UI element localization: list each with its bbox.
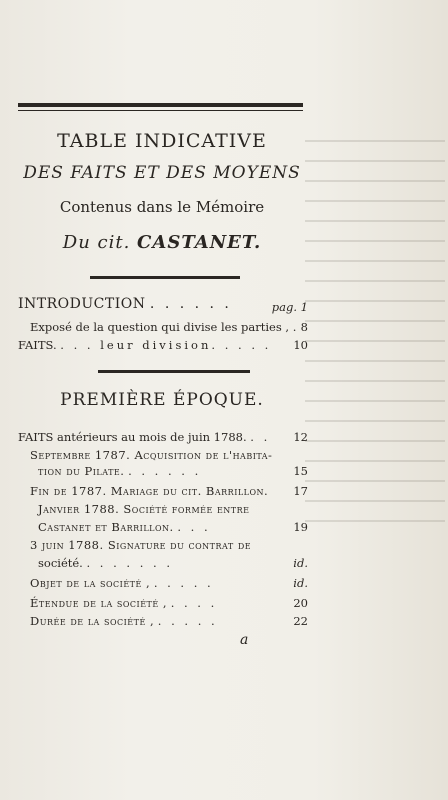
section-heading: PREMIÈRE ÉPOQUE.	[60, 390, 264, 410]
toc-dots: , .	[285, 320, 297, 334]
toc-dots: . . . . . .	[128, 464, 202, 478]
toc-entry	[38, 556, 308, 570]
page-subtitle: DES FAITS ET DES MOYENS	[23, 163, 301, 183]
author-line	[0, 232, 324, 253]
toc-label: Exposé de la question qui divise les parties	[30, 320, 282, 334]
toc-entry	[30, 448, 308, 462]
toc-page: 12	[293, 430, 308, 444]
author-name: CASTANET.	[137, 232, 262, 253]
toc-label: FAITS.	[18, 338, 57, 352]
toc-page: id.	[293, 576, 308, 590]
toc-label: Janvier 1788. Société formée entre	[38, 502, 250, 516]
toc-page: id.	[293, 556, 308, 570]
toc-entry	[30, 538, 308, 552]
toc-dots: . . . . . . .	[86, 556, 174, 570]
toc-page: 22	[293, 614, 308, 628]
top-rule-thin	[18, 110, 303, 111]
toc-dots: . . .	[177, 520, 211, 534]
divider-rule	[90, 276, 240, 279]
toc-entry	[30, 484, 308, 498]
toc-label: tion du Pilate.	[38, 464, 125, 478]
toc-page: 10	[293, 338, 308, 352]
toc-entry	[38, 520, 308, 534]
toc-entry	[30, 614, 308, 628]
toc-label: Étendue de la société ,	[30, 596, 168, 610]
toc-entry	[18, 296, 308, 312]
author-prefix: Du cit.	[62, 232, 131, 253]
toc-dots: . .	[250, 430, 271, 444]
divider-rule	[98, 370, 250, 373]
toc-entry	[18, 338, 308, 352]
top-rule	[18, 103, 303, 107]
toc-dots: . . . . .	[153, 576, 214, 590]
toc-entry	[38, 502, 308, 516]
toc-dots: . . . .	[170, 596, 218, 610]
toc-label: Septembre 1787. Acquisition de l'habita-	[30, 448, 273, 462]
toc-entry	[30, 596, 308, 610]
toc-label: Fin de 1787. Mariage du cit. Barrillon.	[30, 484, 269, 498]
toc-page: 15	[293, 464, 308, 478]
toc-entry	[30, 576, 308, 590]
toc-label: Castanet et Barrillon.	[38, 520, 174, 534]
toc-label: société.	[38, 556, 83, 570]
toc-label: Objet de la société ,	[30, 576, 151, 590]
page-title: TABLE INDICATIVE	[57, 130, 267, 152]
toc-page: 20	[293, 596, 308, 610]
toc-label: Durée de la société ,	[30, 614, 155, 628]
toc-page: 19	[293, 520, 308, 534]
toc-entry	[30, 320, 308, 334]
contained-line: Contenus dans le Mémoire	[59, 198, 265, 216]
toc-dots: . . . . . .	[149, 296, 232, 312]
signature-mark: a	[240, 632, 249, 648]
toc-dots: . . . . .	[157, 614, 218, 628]
toc-entry	[38, 464, 308, 478]
toc-dots: . . . leur division. . . . .	[60, 338, 272, 352]
toc-label: 3 juin 1788. Signature du contrat de	[30, 538, 252, 552]
show-through-text	[305, 140, 445, 560]
toc-label: INTRODUCTION	[18, 296, 146, 312]
toc-entry	[18, 430, 308, 444]
toc-page: pag. 1	[271, 300, 308, 314]
toc-page: 8	[300, 320, 308, 334]
toc-page: 17	[293, 484, 308, 498]
toc-label: FAITS antérieurs au mois de juin 1788.	[18, 430, 247, 444]
